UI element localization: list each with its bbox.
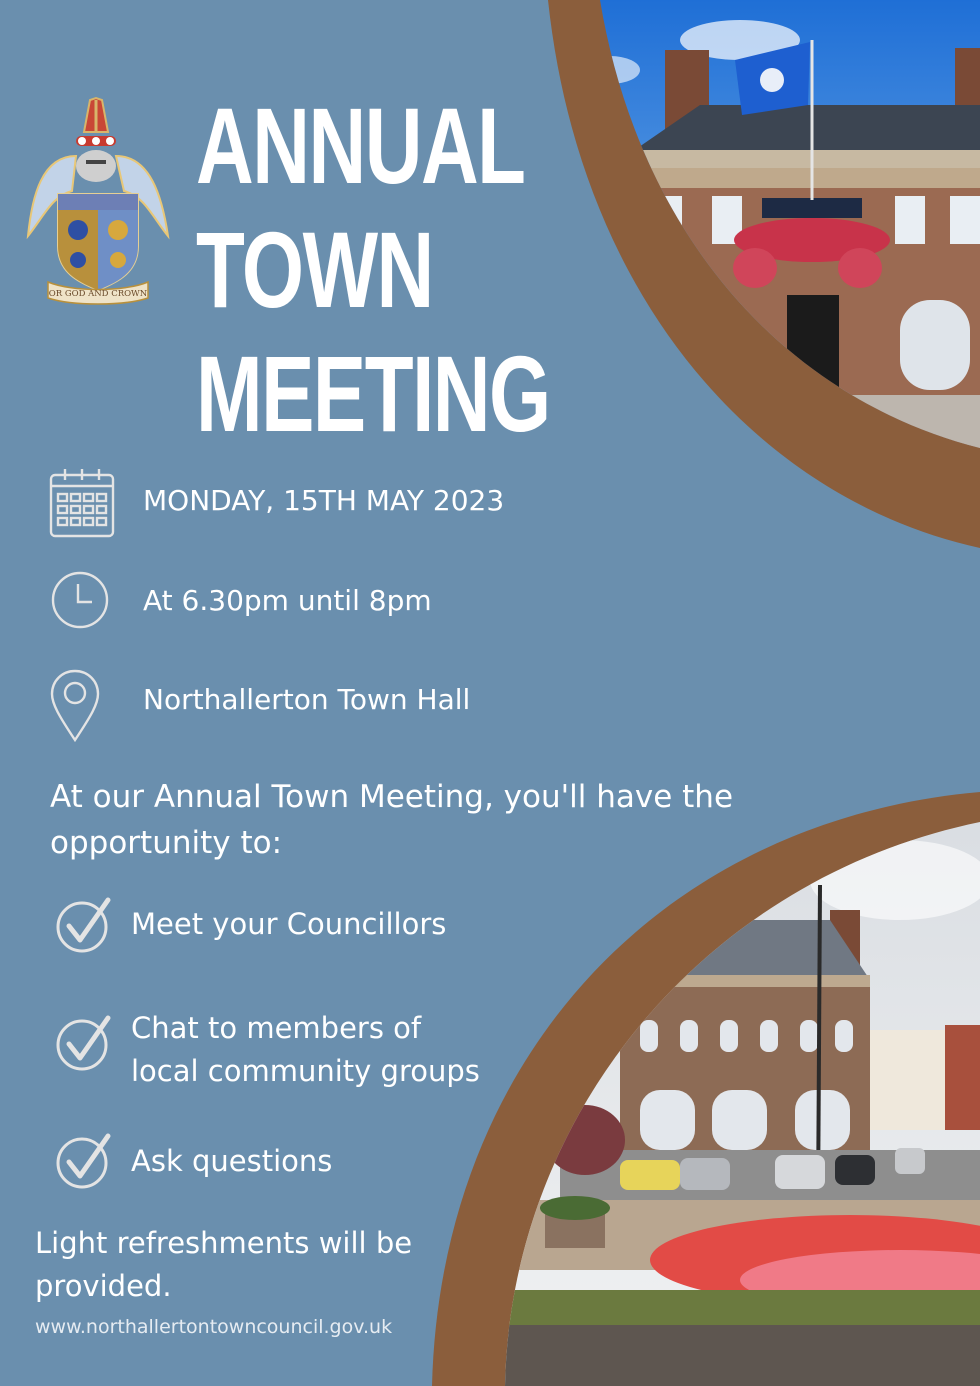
intro-text: At our Annual Town Meeting, you'll have the opportunity to: xyxy=(50,779,734,861)
checkmark-circle-icon xyxy=(56,896,112,954)
coat-of-arms-icon xyxy=(22,96,174,306)
checkmark-circle-icon xyxy=(56,1132,112,1190)
opportunity-item: Chat to members of local community groups xyxy=(131,1011,480,1088)
title-line-3: MEETING xyxy=(196,333,550,454)
title-line-2: TOWN xyxy=(196,209,433,330)
page-title xyxy=(196,84,550,456)
event-date: MONDAY, 15TH MAY 2023 xyxy=(143,484,505,517)
crest-motto: OR GOD AND CROWN xyxy=(48,289,148,299)
website-link[interactable]: www.northallertontowncouncil.gov.uk xyxy=(35,1316,393,1338)
refreshments-note: Light refreshments will be provided. xyxy=(35,1226,413,1303)
event-location: Northallerton Town Hall xyxy=(143,683,471,716)
location-pin-icon xyxy=(49,668,101,742)
opportunity-item: Meet your Councillors xyxy=(131,907,447,941)
checkmark-circle-icon xyxy=(56,1014,112,1072)
calendar-icon xyxy=(48,466,116,540)
event-time: At 6.30pm until 8pm xyxy=(143,584,432,617)
title-line-1: ANNUAL xyxy=(196,85,525,206)
clock-icon xyxy=(50,570,110,630)
opportunity-item: Ask questions xyxy=(131,1144,333,1178)
